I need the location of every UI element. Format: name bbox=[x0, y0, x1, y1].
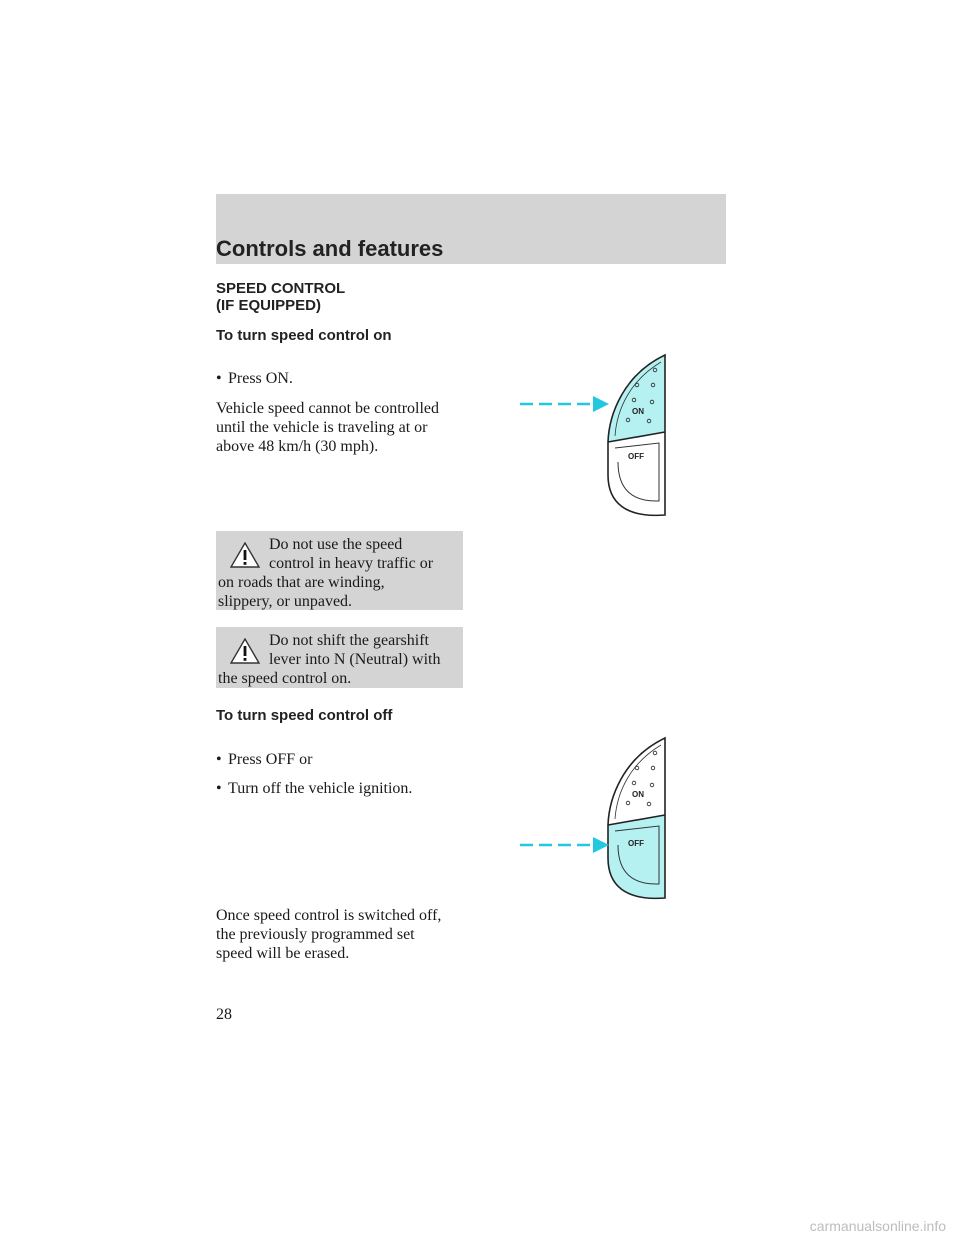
warning-2-line1: Do not shift the gearshift bbox=[269, 632, 429, 649]
bullet-dot: • bbox=[216, 780, 222, 797]
on-button-highlight bbox=[608, 355, 665, 442]
on-label: ON bbox=[632, 790, 644, 799]
warning-triangle-icon bbox=[230, 542, 260, 568]
warning-triangle-icon bbox=[230, 638, 260, 664]
turn-off-paragraph: Once speed control is switched off, the previously programmed set speed will be erased. bbox=[216, 907, 442, 962]
pointer-arrow-icon bbox=[593, 837, 609, 853]
turn-off-heading: To turn speed control off bbox=[216, 707, 393, 724]
on-button-dot bbox=[650, 783, 654, 787]
off-label: OFF bbox=[628, 452, 644, 461]
section-title-line2: (IF EQUIPPED) bbox=[216, 297, 322, 314]
section-title bbox=[216, 280, 345, 314]
turn-on-heading: To turn speed control on bbox=[216, 327, 392, 344]
bullet-dot: • bbox=[216, 751, 222, 768]
turn-off-bullet-2: • Turn off the vehicle ignition. bbox=[216, 780, 413, 797]
page-number: 28 bbox=[216, 1006, 232, 1023]
section-title-line1: SPEED CONTROL bbox=[216, 280, 346, 297]
page-header-title: Controls and features bbox=[216, 236, 444, 261]
on-button-dot bbox=[635, 766, 639, 770]
warning-2-line3: the speed control on. bbox=[218, 670, 352, 687]
off-label: OFF bbox=[628, 839, 644, 848]
turn-on-paragraph: Vehicle speed cannot be controlled until the vehicle is traveling at or above 48 km/h (30 mph). bbox=[216, 400, 440, 455]
off-button-highlight bbox=[608, 815, 665, 898]
warning-1-line4: slippery, or unpaved. bbox=[218, 593, 353, 610]
warning-1-line1: Do not use the speed bbox=[269, 536, 403, 553]
on-button-dot bbox=[653, 751, 657, 755]
warning-2-line2: lever into N (Neutral) with bbox=[269, 651, 441, 668]
footer-watermark: carmanualsonline.info bbox=[809, 1218, 946, 1234]
warning-box-1 bbox=[216, 531, 463, 610]
on-button-dot bbox=[632, 781, 636, 785]
speed-control-switch-on-diagram bbox=[515, 350, 675, 525]
on-button-dot bbox=[647, 802, 651, 806]
warning-1-line3: on roads that are winding, bbox=[218, 574, 385, 591]
bullet-dot: • bbox=[216, 370, 222, 387]
on-button-dot bbox=[651, 766, 655, 770]
turn-off-bullet-1: • Press OFF or bbox=[216, 751, 313, 768]
turn-on-bullet: • Press ON. bbox=[216, 370, 293, 387]
warning-box-2 bbox=[216, 627, 463, 688]
pointer-arrow-icon bbox=[593, 396, 609, 412]
speed-control-switch-off-diagram bbox=[515, 733, 675, 908]
warning-1-line2: control in heavy traffic or bbox=[269, 555, 434, 572]
on-label: ON bbox=[632, 407, 644, 416]
on-button-dot bbox=[626, 801, 630, 805]
